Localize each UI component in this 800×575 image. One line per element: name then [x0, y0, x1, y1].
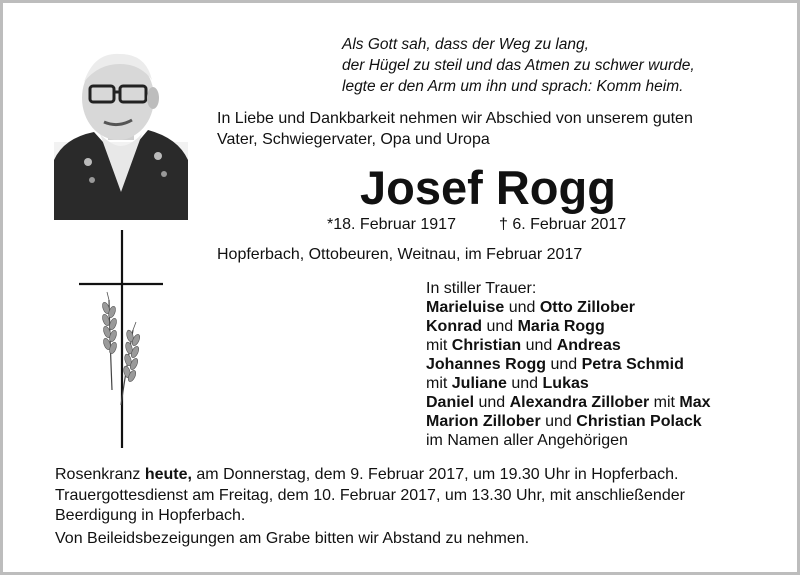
rosary-line: Rosenkranz heute, am Donnerstag, dem 9. Februar 2017, um 19.30 Uhr in Hopferbach.: [55, 466, 679, 483]
intro-text: [217, 108, 693, 150]
mourners-heading: In stiller Trauer:: [426, 280, 537, 297]
service-info: [55, 465, 685, 527]
condolence-note: Von Beileidsbezeigungen am Grabe bitten wir Abstand zu nehmen.: [55, 530, 530, 547]
poem-line: der Hügel zu steil und das Atmen zu schwer wurde,: [342, 57, 695, 74]
poem-line: legte er den Arm um ihn und sprach: Komm heim.: [342, 78, 684, 95]
mourners-closing: im Namen aller Angehörigen: [426, 432, 628, 449]
burial-line: Beerdigung in Hopferbach.: [55, 507, 246, 524]
birth-date: *18. Februar 1917: [327, 216, 456, 233]
mourner-line: Johannes Rogg und Petra Schmid: [426, 356, 684, 373]
memorial-poem: [342, 34, 695, 97]
death-date: † 6. Februar 2017: [499, 216, 627, 233]
mourner-line: Konrad und Maria Rogg: [426, 318, 605, 335]
mourner-line: Marion Zillober und Christian Polack: [426, 413, 702, 430]
mourner-line: Daniel und Alexandra Zillober mit Max: [426, 394, 711, 411]
portrait-photo: [54, 42, 188, 220]
poem-line: Als Gott sah, dass der Weg zu lang,: [342, 36, 589, 53]
intro-line: In Liebe und Dankbarkeit nehmen wir Abschied von unserem guten: [217, 110, 693, 127]
mourner-line: mit Christian und Andreas: [426, 337, 621, 354]
intro-line: Vater, Schwiegervater, Opa und Uropa: [217, 131, 490, 148]
mourners-list: [426, 279, 711, 450]
cross-icon: [76, 230, 166, 450]
place-and-date: Hopferbach, Ottobeuren, Weitnau, im Februar 2017: [217, 246, 583, 263]
mourner-line: Marieluise und Otto Zillober: [426, 299, 635, 316]
mourner-line: mit Juliane und Lukas: [426, 375, 589, 392]
funeral-line: Trauergottesdienst am Freitag, dem 10. Februar 2017, um 13.30 Uhr, mit anschließender: [55, 486, 685, 504]
deceased-name: Josef Rogg: [360, 161, 616, 214]
